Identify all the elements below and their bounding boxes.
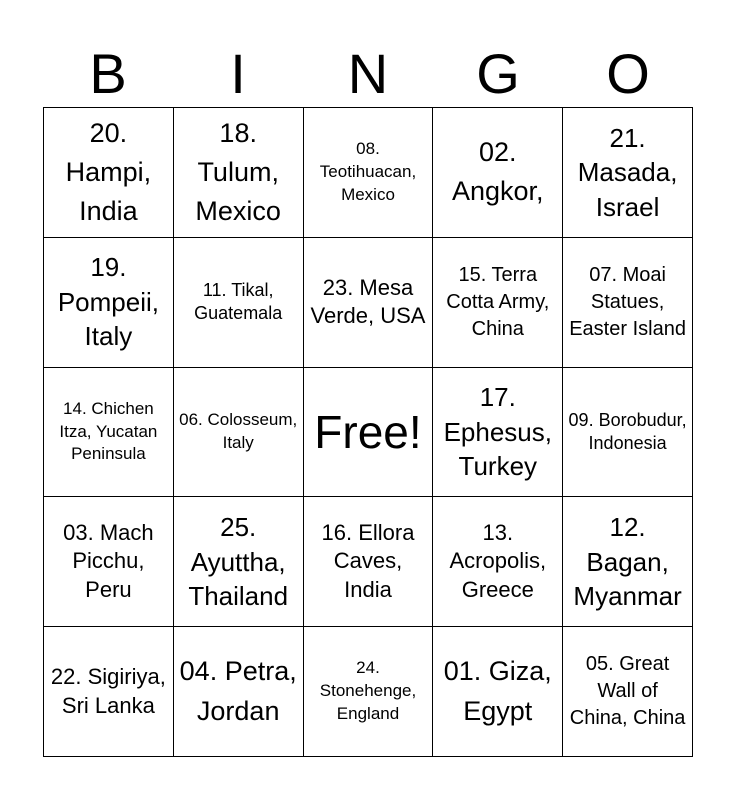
bingo-cell-r1-c3[interactable]: 08. Teotihuacan, Mexico — [304, 108, 434, 238]
bingo-cell-r4-c4[interactable]: 13. Acropolis, Greece — [433, 497, 563, 627]
header-letter-n: N — [347, 42, 389, 105]
bingo-cell-r3-c1[interactable]: 14. Chichen Itza, Yucatan Peninsula — [44, 368, 174, 498]
bingo-cell-r3-c2[interactable]: 06. Colosseum, Italy — [174, 368, 304, 498]
bingo-cell-r4-c5[interactable]: 12. Bagan, Myanmar — [563, 497, 693, 627]
bingo-cell-r5-c4[interactable]: 01. Giza, Egypt — [433, 627, 563, 757]
bingo-cell-r2-c1[interactable]: 19. Pompeii, Italy — [44, 238, 174, 368]
bingo-cell-r1-c2[interactable]: 18. Tulum, Mexico — [174, 108, 304, 238]
bingo-cell-free[interactable]: Free! — [304, 368, 434, 498]
bingo-cell-r5-c5[interactable]: 05. Great Wall of China, China — [563, 627, 693, 757]
header-letter-o: O — [606, 42, 650, 105]
bingo-cell-r4-c3[interactable]: 16. Ellora Caves, India — [304, 497, 434, 627]
header-letter-i: I — [230, 42, 246, 105]
bingo-cell-r2-c5[interactable]: 07. Moai Statues, Easter Island — [563, 238, 693, 368]
header-letter-b: B — [89, 42, 127, 105]
bingo-cell-r3-c4[interactable]: 17. Ephesus, Turkey — [433, 368, 563, 498]
bingo-cell-r3-c5[interactable]: 09. Borobudur, Indonesia — [563, 368, 693, 498]
bingo-cell-r4-c2[interactable]: 25. Ayuttha, Thailand — [174, 497, 304, 627]
bingo-cell-r5-c3[interactable]: 24. Stonehenge, England — [304, 627, 434, 757]
bingo-cell-r1-c5[interactable]: 21. Masada, Israel — [563, 108, 693, 238]
bingo-cell-r2-c3[interactable]: 23. Mesa Verde, USA — [304, 238, 434, 368]
bingo-cell-r1-c1[interactable]: 20. Hampi, India — [44, 108, 174, 238]
bingo-cell-r4-c1[interactable]: 03. Mach Picchu, Peru — [44, 497, 174, 627]
bingo-cell-r5-c1[interactable]: 22. Sigiriya, Sri Lanka — [44, 627, 174, 757]
bingo-header — [43, 40, 693, 108]
bingo-cell-r5-c2[interactable]: 04. Petra, Jordan — [174, 627, 304, 757]
bingo-cell-r2-c4[interactable]: 15. Terra Cotta Army, China — [433, 238, 563, 368]
bingo-board — [43, 107, 693, 757]
bingo-cell-r1-c4[interactable]: 02. Angkor, — [433, 108, 563, 238]
bingo-cell-r2-c2[interactable]: 11. Tikal, Guatemala — [174, 238, 304, 368]
header-letter-g: G — [476, 42, 520, 105]
